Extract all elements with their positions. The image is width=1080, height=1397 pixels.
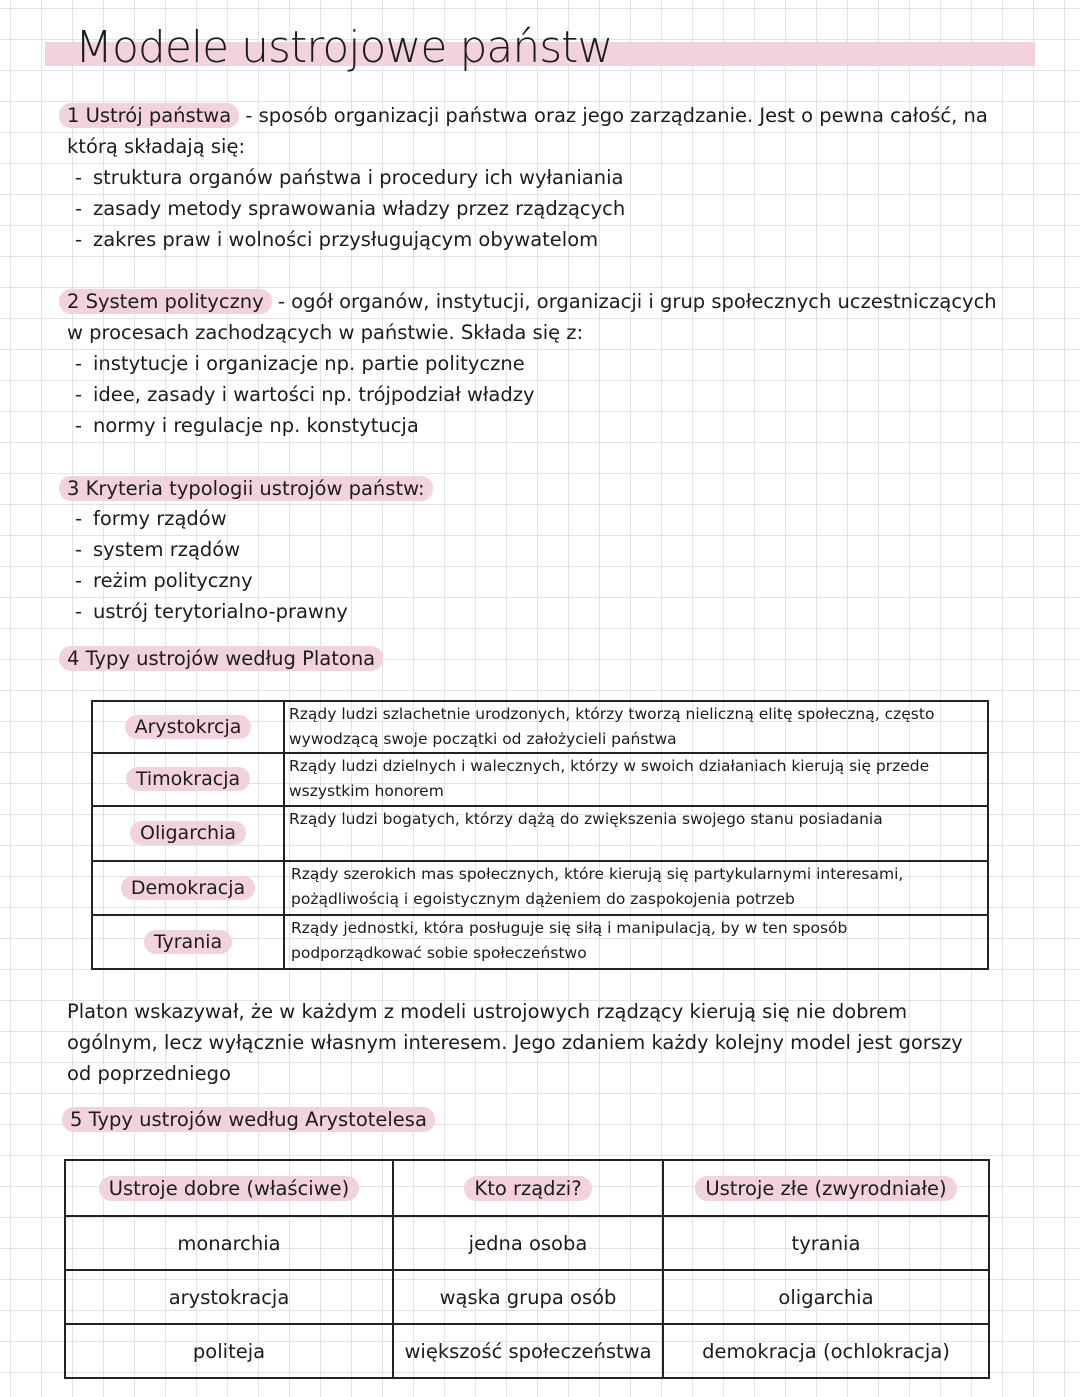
section1-heading: 1 Ustrój państwa <box>59 103 239 128</box>
section3-line <box>67 477 433 501</box>
list-item: - idee, zasady i wartości np. trójpodział władzy <box>75 383 535 406</box>
table-cell: jedna osoba <box>393 1216 663 1270</box>
list-item: - system rządów <box>75 538 241 561</box>
list-item: - formy rządów <box>75 507 227 530</box>
arystoteles-table <box>64 1159 990 1379</box>
list-item: - struktura organów państwa i procedury ich wyłaniania <box>75 166 624 189</box>
platon-name: Tyrania <box>144 930 232 954</box>
section2-line1: 2 System polityczny - ogół organów, instytucji, organizacji i grup społecznych uczestniczących <box>67 290 997 314</box>
section1-line1: 1 Ustrój państwa - sposób organizacji państwa oraz jego zarządzanie. Jest o pewna całość, na <box>67 104 988 128</box>
section4-heading: 4 Typy ustrojów według Platona <box>59 646 383 671</box>
platon-name: Arystokrcja <box>125 715 252 739</box>
platon-desc: Rządy ludzi dzielnych i walecznych, którzy w swoich działaniach kierują się przede <box>289 757 930 775</box>
platon-desc: Rządy jednostki, która posługuje się siłą i manipulacją, by w ten sposób <box>291 919 848 937</box>
page-title: Modele ustrojowe państw <box>75 22 613 73</box>
table-cell: tyrania <box>663 1216 989 1270</box>
column-header: Ustroje złe (zwyrodniałe) <box>695 1176 956 1201</box>
table-cell: monarchia <box>65 1216 393 1270</box>
table-cell: demokracja (ochlokracja) <box>663 1324 989 1378</box>
section5-line <box>70 1108 435 1132</box>
platon-desc: Rządy ludzi bogatych, którzy dążą do zwiększenia swojego stanu posiadania <box>289 810 883 828</box>
platon-name: Timokracja <box>126 767 250 791</box>
table-cell: politeja <box>65 1324 393 1378</box>
table-row <box>92 915 988 969</box>
table-cell: wąska grupa osób <box>393 1270 663 1324</box>
table-row <box>65 1270 989 1324</box>
platon-name: Oligarchia <box>130 821 246 845</box>
table-row <box>92 861 988 915</box>
list-item: - ustrój terytorialno-prawny <box>75 600 348 623</box>
section2-line2: w procesach zachodzących w państwie. Składa się z: <box>67 321 584 344</box>
table-row <box>65 1324 989 1378</box>
platon-note: od poprzedniego <box>67 1062 231 1085</box>
list-item: - instytucje i organizacje np. partie polityczne <box>75 352 525 375</box>
section5-heading: 5 Typy ustrojów według Arystotelesa <box>62 1107 435 1132</box>
section3-heading: 3 Kryteria typologii ustrojów państw: <box>59 476 433 501</box>
platon-note: ogólnym, lecz wyłącznie własnym interesem. Jego zdaniem każdy kolejny model jest gorszy <box>67 1031 963 1054</box>
table-header-row <box>65 1160 989 1216</box>
platon-name: Demokracja <box>121 876 255 900</box>
platon-desc: Rządy szerokich mas społecznych, które kierują się partykularnymi interesami, <box>291 865 904 883</box>
table-cell: arystokracja <box>65 1270 393 1324</box>
table-row <box>65 1216 989 1270</box>
list-item: - normy i regulacje np. konstytucja <box>75 414 419 437</box>
platon-note: Platon wskazywał, że w każdym z modeli ustrojowych rządzący kierują się nie dobrem <box>67 1000 908 1023</box>
table-row <box>92 806 988 861</box>
platon-table <box>91 700 989 970</box>
platon-desc: Rządy ludzi szlachetnie urodzonych, którzy tworzą nieliczną elitę społeczną, często <box>289 705 935 723</box>
table-cell: oligarchia <box>663 1270 989 1324</box>
table-cell: większość społeczeństwa <box>393 1324 663 1378</box>
platon-desc: wywodzącą swoje początki od założycieli państwa <box>289 730 677 748</box>
section1-line2: którą składają się: <box>67 135 246 158</box>
column-header: Ustroje dobre (właściwe) <box>99 1176 360 1201</box>
list-item: - reżim polityczny <box>75 569 253 592</box>
platon-desc: podporządkować sobie społeczeństwo <box>291 944 587 962</box>
section4-line <box>67 647 383 671</box>
list-item: - zasady metody sprawowania władzy przez rządzących <box>75 197 626 220</box>
section2-heading: 2 System polityczny <box>59 289 272 314</box>
list-item: - zakres praw i wolności przysługującym obywatelom <box>75 228 599 251</box>
table-row <box>92 753 988 806</box>
platon-desc: wszystkim honorem <box>289 782 444 800</box>
platon-desc: pożądliwością i egoistycznym dążeniem do zaspokojenia potrzeb <box>291 890 795 908</box>
column-header: Kto rządzi? <box>464 1176 591 1201</box>
table-row <box>92 701 988 753</box>
